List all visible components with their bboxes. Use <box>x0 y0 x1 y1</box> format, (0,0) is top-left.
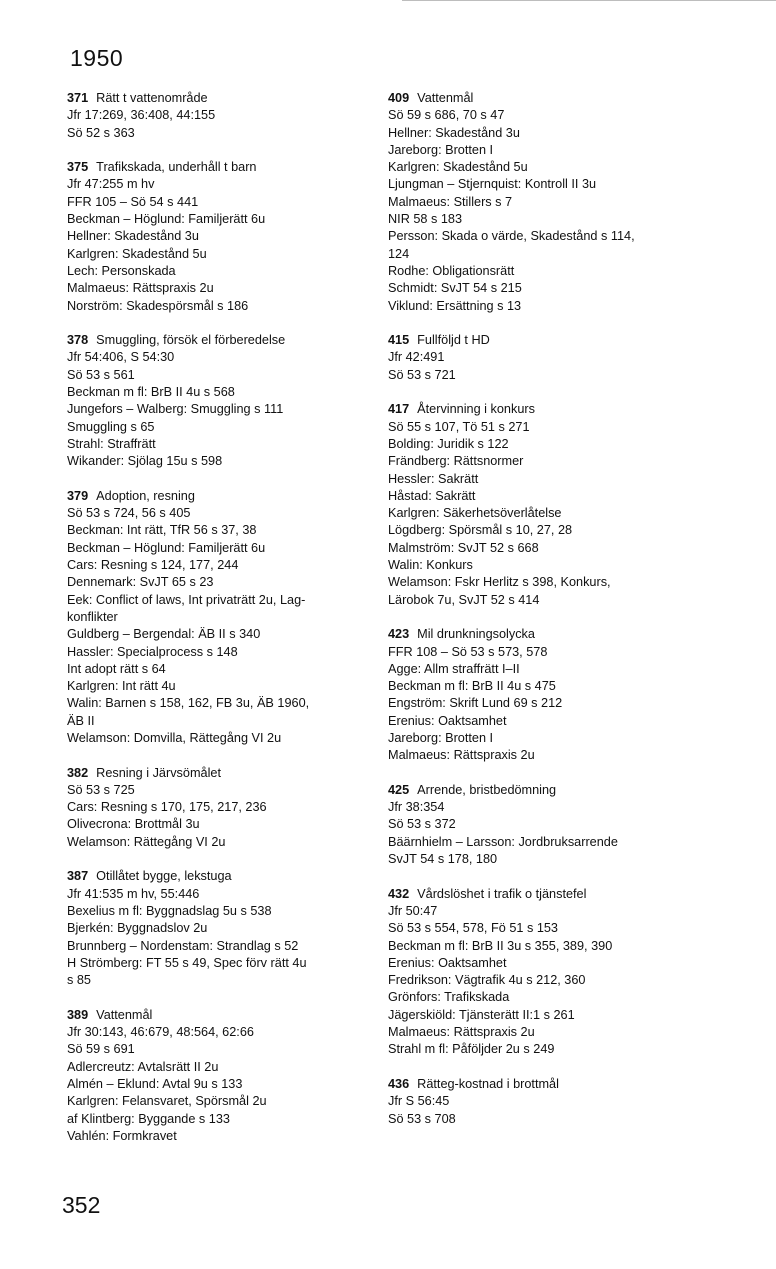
reference-line: Sö 53 s 708 <box>388 1111 456 1126</box>
case-number: 375 <box>67 160 89 175</box>
reference-line: Vahlén: Formkravet <box>67 1128 177 1143</box>
case-entry-409 <box>388 90 688 315</box>
reference-line: Sö 59 s 691 <box>67 1042 135 1057</box>
case-heading <box>388 626 688 643</box>
reference-line: Karlgren: Säkerhetsöverlåtelse <box>388 506 562 521</box>
case-entry-378 <box>67 332 367 470</box>
reference-line: Sö 53 s 372 <box>388 817 456 832</box>
reference-line: Karlgren: Int rätt 4u <box>67 679 176 694</box>
reference-line: Jfr S 56:45 <box>388 1094 450 1109</box>
reference-line: Grönfors: Trafikskada <box>388 990 510 1005</box>
case-title: Arrende, bristbedömning <box>417 782 557 797</box>
case-title: Återvinning i konkurs <box>417 402 535 417</box>
case-entry-415 <box>388 332 688 384</box>
reference-line: Jfr 50:47 <box>388 903 438 918</box>
case-heading <box>67 488 367 505</box>
reference-line: Olivecrona: Brottmål 3u <box>67 817 200 832</box>
case-heading <box>388 90 688 107</box>
right-column <box>388 90 688 1145</box>
reference-line: Welamson: Fskr Herlitz s 398, Konkurs, <box>388 575 611 590</box>
reference-line: Int adopt rätt s 64 <box>67 661 166 676</box>
reference-line: Beckman: Int rätt, TfR 56 s 37, 38 <box>67 523 257 538</box>
reference-line: Jareborg: Brotten I <box>388 142 494 157</box>
reference-line: konflikter <box>67 609 118 624</box>
reference-line: Karlgren: Felansvaret, Spörsmål 2u <box>67 1094 267 1109</box>
reference-line: Sö 55 s 107, Tö 51 s 271 <box>388 419 530 434</box>
reference-line: Beckman – Höglund: Familjerätt 6u <box>67 212 266 227</box>
case-number: 379 <box>67 488 89 503</box>
reference-line: Rodhe: Obligationsrätt <box>388 263 515 278</box>
reference-line: Malmaeus: Rättspraxis 2u <box>388 748 535 763</box>
case-title: Vattenmål <box>96 1007 153 1022</box>
case-title: Vattenmål <box>417 91 474 105</box>
reference-line: s 85 <box>67 973 91 988</box>
reference-line: Schmidt: SvJT 54 s 215 <box>388 281 522 296</box>
reference-line: Dennemark: SvJT 65 s 23 <box>67 575 214 590</box>
reference-line: Lögdberg: Spörsmål s 10, 27, 28 <box>388 523 573 538</box>
reference-line: Engström: Skrift Lund 69 s 212 <box>388 696 563 711</box>
reference-line: Bäärnhielm – Larsson: Jordbruksarrende <box>388 834 618 849</box>
case-heading <box>388 782 688 799</box>
page-year-heading: 1950 <box>70 45 124 71</box>
reference-line: Fredrikson: Vägtrafik 4u s 212, 360 <box>388 973 586 988</box>
reference-line: Hessler: Sakrätt <box>388 471 479 486</box>
reference-line: Jfr 41:535 m hv, 55:446 <box>67 886 200 901</box>
reference-line: Bolding: Juridik s 122 <box>388 436 509 451</box>
case-title: Rätt t vattenområde <box>96 91 208 105</box>
reference-line: Sö 52 s 363 <box>67 125 135 140</box>
reference-line: Jungefors – Walberg: Smuggling s 111 <box>67 402 284 417</box>
reference-line: Sö 53 s 721 <box>388 367 456 382</box>
reference-line: Bexelius m fl: Byggnadslag 5u s 538 <box>67 903 272 918</box>
reference-line: Jareborg: Brotten I <box>388 730 494 745</box>
case-number: 389 <box>67 1007 89 1022</box>
case-entry-375 <box>67 159 367 315</box>
reference-line: NIR 58 s 183 <box>388 212 463 227</box>
case-number: 409 <box>388 91 410 105</box>
reference-line: Almén – Eklund: Avtal 9u s 133 <box>67 1076 243 1091</box>
reference-line: Jfr 47:255 m hv <box>67 177 155 192</box>
case-entry-379 <box>67 488 367 747</box>
case-number: 423 <box>388 627 410 642</box>
case-entry-387 <box>67 868 367 989</box>
reference-line: Erenius: Oaktsamhet <box>388 713 507 728</box>
reference-line: Jfr 42:491 <box>388 350 445 365</box>
reference-line: Strahl: Straffrätt <box>67 436 156 451</box>
case-heading <box>67 765 367 782</box>
reference-line: Erenius: Oaktsamhet <box>388 955 507 970</box>
case-title: Fullföljd t HD <box>417 333 490 348</box>
case-number: 415 <box>388 333 410 348</box>
case-number: 425 <box>388 782 410 797</box>
case-entry-423 <box>388 626 688 764</box>
reference-line: SvJT 54 s 178, 180 <box>388 852 498 867</box>
reference-line: Beckman – Höglund: Familjerätt 6u <box>67 540 266 555</box>
case-heading <box>67 868 367 885</box>
reference-line: Jfr 30:143, 46:679, 48:564, 62:66 <box>67 1025 254 1040</box>
case-entry-382 <box>67 765 367 851</box>
case-number: 387 <box>67 869 89 884</box>
scan-top-rule <box>402 0 776 1</box>
case-title: Vårdslöshet i trafik o tjänstefel <box>417 886 587 901</box>
reference-line: af Klintberg: Byggande s 133 <box>67 1111 230 1126</box>
case-entry-371 <box>67 90 367 142</box>
reference-line: Sö 53 s 725 <box>67 782 135 797</box>
case-number: 371 <box>67 91 89 105</box>
reference-line: Welamson: Rättegång VI 2u <box>67 834 226 849</box>
reference-line: Beckman m fl: BrB II 3u s 355, 389, 390 <box>388 938 613 953</box>
case-title: Adoption, resning <box>96 488 195 503</box>
reference-line: FFR 108 – Sö 53 s 573, 578 <box>388 644 548 659</box>
reference-line: Smuggling s 65 <box>67 419 155 434</box>
reference-line: 124 <box>388 246 410 261</box>
reference-line: Hassler: Specialprocess s 148 <box>67 644 238 659</box>
case-heading <box>388 332 688 349</box>
reference-line: Brunnberg – Nordenstam: Strandlag s 52 <box>67 938 299 953</box>
case-heading <box>388 401 688 418</box>
reference-line: Malmaeus: Stillers s 7 <box>388 194 513 209</box>
reference-line: Viklund: Ersättning s 13 <box>388 298 522 313</box>
reference-line: Welamson: Domvilla, Rättegång VI 2u <box>67 730 282 745</box>
case-title: Resning i Järvsömålet <box>96 765 221 780</box>
reference-line: Malmström: SvJT 52 s 668 <box>388 540 539 555</box>
case-entry-425 <box>388 782 688 868</box>
case-heading <box>67 159 367 176</box>
reference-line: Håstad: Sakrätt <box>388 488 476 503</box>
reference-line: Beckman m fl: BrB II 4u s 475 <box>388 679 556 694</box>
case-title: Smuggling, försök el förberedelse <box>96 333 286 348</box>
case-heading <box>388 1076 688 1093</box>
reference-line: Hellner: Skadestånd 3u <box>388 125 520 140</box>
reference-line: H Strömberg: FT 55 s 49, Spec förv rätt 4u <box>67 955 307 970</box>
reference-line: Beckman m fl: BrB II 4u s 568 <box>67 385 235 400</box>
reference-line: Sö 53 s 724, 56 s 405 <box>67 506 191 521</box>
reference-line: Jfr 54:406, S 54:30 <box>67 350 175 365</box>
reference-line: Jfr 17:269, 36:408, 44:155 <box>67 108 216 123</box>
reference-line: Malmaeus: Rättspraxis 2u <box>388 1025 535 1040</box>
case-title: Rätteg-kostnad i brottmål <box>417 1076 559 1091</box>
case-heading <box>67 332 367 349</box>
case-title: Otillåtet bygge, lekstuga <box>96 869 232 884</box>
reference-line: Strahl m fl: Påföljder 2u s 249 <box>388 1042 555 1057</box>
reference-line: Malmaeus: Rättspraxis 2u <box>67 281 214 296</box>
case-entry-436 <box>388 1076 688 1128</box>
reference-line: Ljungman – Stjernquist: Kontroll II 3u <box>388 177 597 192</box>
case-number: 432 <box>388 886 410 901</box>
reference-line: Jfr 38:354 <box>388 800 445 815</box>
reference-line: Lech: Personskada <box>67 263 176 278</box>
case-title: Mil drunkningsolycka <box>417 627 535 642</box>
reference-line: Persson: Skada o värde, Skadestånd s 114, <box>388 229 635 244</box>
reference-line: Frändberg: Rättsnormer <box>388 454 524 469</box>
reference-line: Agge: Allm straffrätt I–II <box>388 661 520 676</box>
case-heading <box>388 886 688 903</box>
left-column <box>67 90 367 1162</box>
case-entry-389 <box>67 1007 367 1145</box>
reference-line: Norström: Skadespörsmål s 186 <box>67 298 249 313</box>
case-number: 436 <box>388 1076 410 1091</box>
reference-line: Jägerskiöld: Tjänsterätt II:1 s 261 <box>388 1007 575 1022</box>
reference-line: Eek: Conflict of laws, Int privaträtt 2u, Lag- <box>67 592 306 607</box>
reference-line: ÄB II <box>67 713 95 728</box>
reference-line: Bjerkén: Byggnadslov 2u <box>67 921 208 936</box>
case-entry-432 <box>388 886 688 1059</box>
reference-line: Adlercreutz: Avtalsrätt II 2u <box>67 1059 219 1074</box>
reference-line: Walin: Barnen s 158, 162, FB 3u, ÄB 1960, <box>67 696 310 711</box>
reference-line: Cars: Resning s 124, 177, 244 <box>67 558 239 573</box>
reference-line: Sö 59 s 686, 70 s 47 <box>388 108 505 123</box>
case-number: 417 <box>388 402 410 417</box>
reference-line: Karlgren: Skadestånd 5u <box>67 246 207 261</box>
reference-line: Hellner: Skadestånd 3u <box>67 229 199 244</box>
reference-line: Sö 53 s 561 <box>67 367 135 382</box>
case-heading <box>67 1007 367 1024</box>
reference-line: FFR 105 – Sö 54 s 441 <box>67 194 199 209</box>
reference-line: Cars: Resning s 170, 175, 217, 236 <box>67 800 267 815</box>
case-number: 382 <box>67 765 89 780</box>
case-heading <box>67 90 367 107</box>
reference-line: Sö 53 s 554, 578, Fö 51 s 153 <box>388 921 558 936</box>
reference-line: Karlgren: Skadestånd 5u <box>388 160 528 175</box>
reference-line: Walin: Konkurs <box>388 558 473 573</box>
reference-line: Wikander: Sjölag 15u s 598 <box>67 454 223 469</box>
case-entry-417 <box>388 401 688 609</box>
page-number: 352 <box>62 1192 101 1218</box>
reference-line: Guldberg – Bergendal: ÄB II s 340 <box>67 627 261 642</box>
reference-line: Lärobok 7u, SvJT 52 s 414 <box>388 592 540 607</box>
case-title: Trafikskada, underhåll t barn <box>96 160 257 175</box>
case-number: 378 <box>67 333 89 348</box>
